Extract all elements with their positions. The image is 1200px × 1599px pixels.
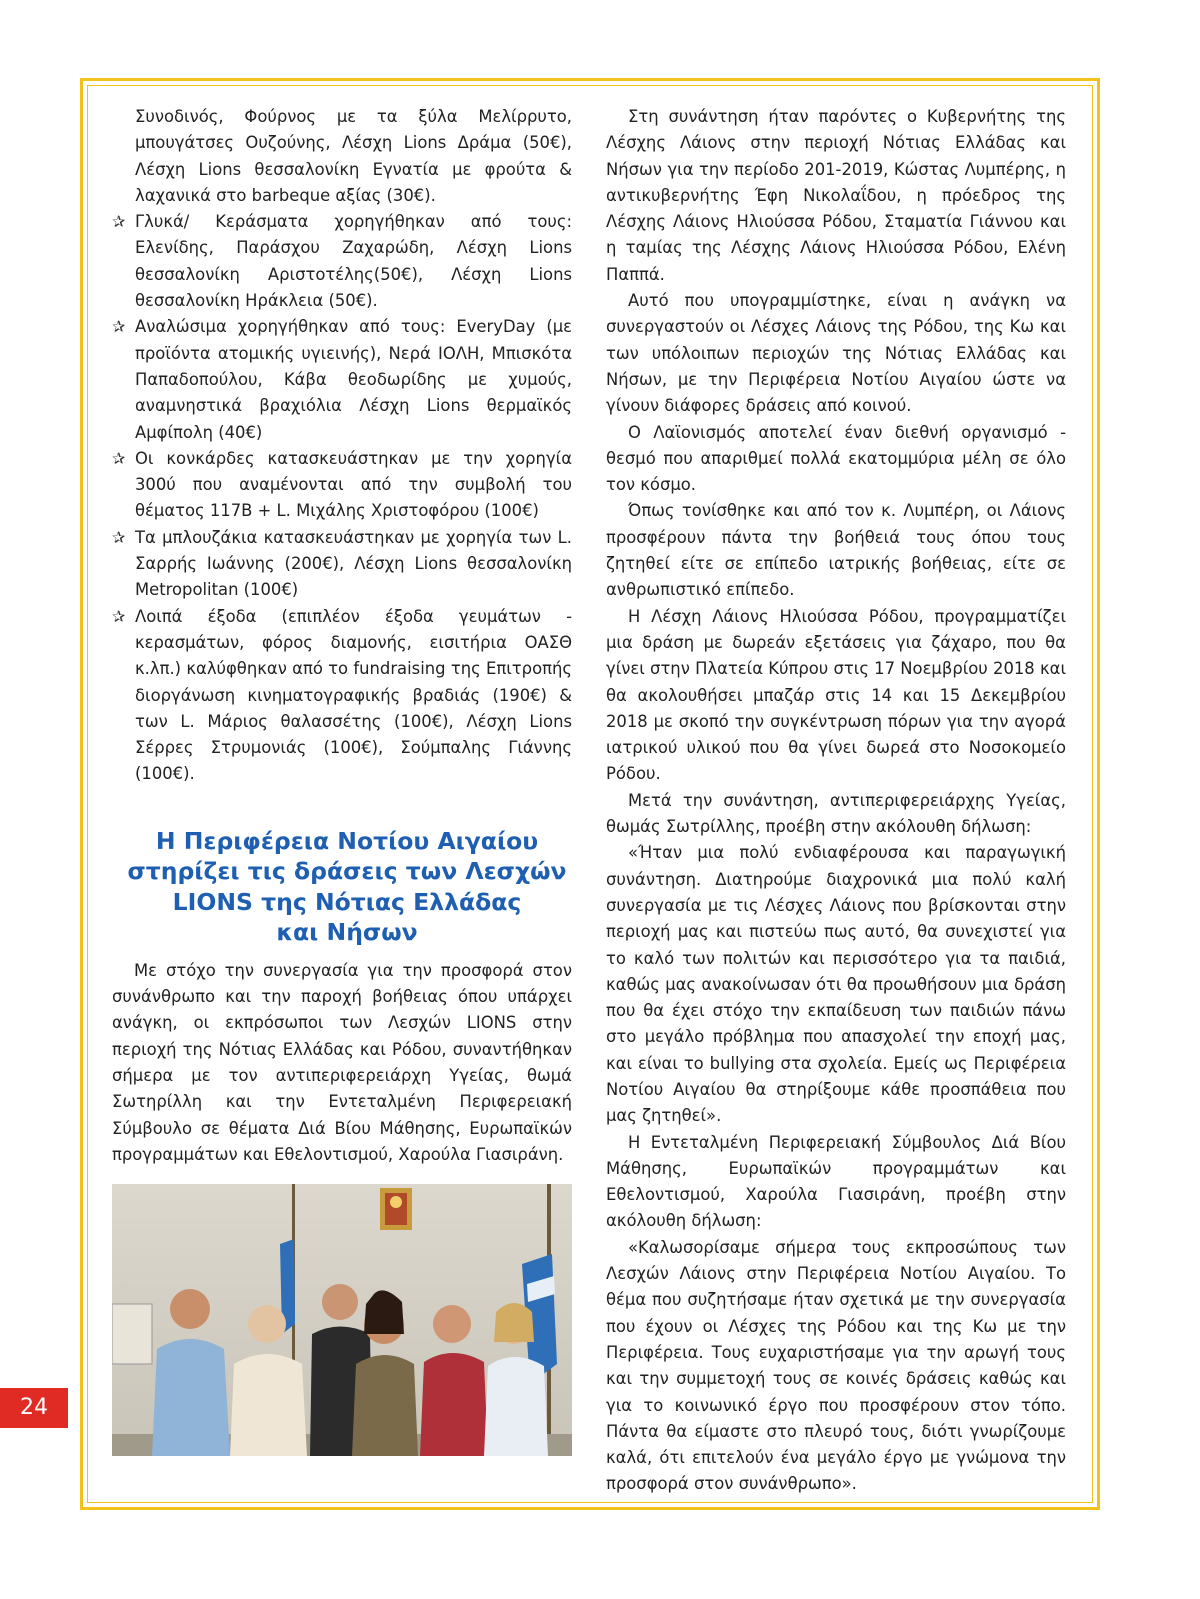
heading-line: στηρίζει τις δράσεις των Λεσχών <box>127 857 567 886</box>
star-outline-icon: ✰ <box>112 317 126 337</box>
paragraph: Η Εντεταλμένη Περιφερειακή Σύμβουλος Διά Βίου Μάθησης, Ευρωπαϊκών προγραμμάτων και Εθελοντισμού, Χαρούλα Γιασιράνη, προέβη στην ακόλουθη δήλωση: <box>606 1132 1066 1231</box>
list-item <box>112 525 572 604</box>
list-item-text: Τα μπλουζάκια κατασκευάστηκαν με χορηγία των L. Σαρρής Ιωάννης (200€), Λέσχη Lions θεσσαλονίκη Metropolitan (100€) <box>135 527 572 600</box>
paragraph: Μετά την συνάντηση, αντιπεριφερειάρχης Υγείας, θωμάς Σωτρίλλης, προέβη στην ακόλουθη δήλωση: <box>606 790 1066 837</box>
quote-paragraph: «Καλωσορίσαμε σήμερα τους εκπροσώπους των Λεσχών Λάιονς στην Περιφέρεια Νοτίου Αιγαίου. Το θέμα που συζητήσαμε ήταν σχετικά με την συνεργασία που έχουν οι Λέσχες της Ρόδου και της Κω με την Περιφέρεια. Τους ευχαριστήσαμε για την αρωγή τους και την συμμετοχή τους σε κοινές δράσεις καθώς και για το κοινωνικό έργο που προσφέρουν στον τόπο. Πάντα θα είμαστε στο πλευρό τους, διότι γνωρίζουμε καλά, ότι επιτελούν ένα μεγάλο έργο με γνώμονα την προσφορά στον συνάνθρωπο». <box>606 1237 1066 1494</box>
paragraph: Ο Λαϊονισμός αποτελεί έναν διεθνή οργανισμό - θεσμό που απαριθμεί πολλά εκατομμύρια μέλη σε όλο τον κόσμο. <box>606 422 1066 495</box>
heading-line: και Νήσων <box>276 918 418 947</box>
star-outline-icon: ✰ <box>112 212 126 232</box>
list-item-text: Γλυκά/ Κεράσματα χορηγήθηκαν από τους: Ελενίδης, Παράσχου Ζαχαρώδη, Λέσχη Lions θεσσαλονίκη Αριστοτέλης(50€), Λέσχη Lions θεσσαλονίκη Ηράκλεια (50€). <box>135 212 572 311</box>
quote-paragraph: «Ήταν μια πολύ ενδιαφέρουσα και παραγωγική συνάντηση. Διατηρούμε διαχρονικά μια πολύ καλή συνεργασία με τις Λέσχες Λάιονς που βρίσκονται στην περιοχή μας και πιστεύω πως αυτό, θα συνεχιστεί για το καλό των πολιτών και περισσότερο για τα παιδιά, καθώς μας ανακοίνωσαν ότι θα προωθήσουν μια δράση που θα έχει στόχο την εκπαίδευση των παιδιών πάνω στο μεγάλο πρόβλημα που απασχολεί την εποχή μας, και είναι το bullying στα σχολεία. Εμείς ως Περιφέρεια Νοτίου Αιγαίου θα στηρίξουμε κάθε προσπάθεια που μας ζητηθεί». <box>606 843 1066 1126</box>
paragraph: Η Λέσχη Λάιονς Ηλιούσσα Ρόδου, προγραμματίζει μια δράση με δωρεάν εξετάσεις για ζάχαρο, που θα γίνει στην Πλατεία Κύπρου στις 17 Νοεμβρίου 2018 και θα ακολουθήσει μπαζάρ στις 14 και 15 Δεκεμβρίου 2018 με σκοπό την συγκέντρωση πόρων για την αγορά ιατρικού υλικού που θα γίνει δωρεά στο Νοσοκομείο Ρόδου. <box>606 606 1066 784</box>
heading-line: LIONS της Νότιας Ελλάδας <box>172 887 522 916</box>
list-item-text: Οι κονκάρδες κατασκευάστηκαν με την χορηγία 300ύ που αναμένονται από την συμβολή του θέματος 117Β + L. Μιχάλης Χριστοφόρου (100€) <box>135 448 572 521</box>
paragraph: Αυτό που υπογραμμίστηκε, είναι η ανάγκη να συνεργαστούν οι Λέσχες Λάιονς της Ρόδου, της Κω και των υπόλοιπων περιοχών της Νότιας Ελλάδας και Νήσων, με την Περιφέρεια Νοτίου Αιγαίου ώστε να γίνουν διάφορες δράσεις από κοινού. <box>606 291 1066 416</box>
list-item <box>112 446 572 525</box>
list-item-text: Αναλώσιμα χορηγήθηκαν από τους: EveryDay (με προϊόντα ατομικής υγιεινής), Νερά ΙΟΛΗ, Μπισκότα Παπαδοπούλου, Κάβα θεοδωρίδης με χυμούς, αναμνηστικά βραχιόλια Λέσχη Lions θερμαϊκός Αμφίπολη (40€) <box>135 317 572 442</box>
star-outline-icon: ✰ <box>112 527 126 547</box>
list-item <box>112 209 572 314</box>
article-paragraph: Με στόχο την συνεργασία για την προσφορά στον συνάνθρωπο και την παροχή βοήθειας όπου υπάρχει ανάγκη, οι εκπρόσωποι των Λεσχών LIONS στην περιοχή της Νότιας Ελλάδας και Ρόδου, συναντήθηκαν σήμερα με τον αντιπεριφερειάρχη Υγείας, θωμά Σωτηρίλλη και την Εντεταλμένη Περιφερειακή Σύμβουλο σε θέματα Διά Βίου Μάθησης, Ευρωπαϊκών προγραμμάτων και Εθελοντισμού, Χαρούλα Γιασιράνη. <box>112 960 572 1164</box>
list-item-text: Λοιπά έξοδα (επιπλέον έξοδα γευμάτων - κερασμάτων, φόρος διαμονής, εισιτήρια ΟΑΣΘ κ.λπ.) καλύφθηκαν από το fundraising της Επιτροπής διοργάνωση κινηματογραφικής βραδιάς (190€) & των L. Μάριος θαλασσέτης (100€), Λέσχη Lions Σέρρες Στρυμονιάς (100€), Σούμπαλης Γιάννης (100€). <box>135 606 572 784</box>
star-outline-icon: ✰ <box>112 606 126 626</box>
star-outline-icon: ✰ <box>112 448 126 468</box>
paragraph: Όπως τονίσθηκε και από τον κ. Λυμπέρη, οι Λάιονς προσφέρουν πάντα την βοήθειά τους όπου τους ζητηθεί είτε σε επίπεδο ιατρικής βοήθειας, είτε σε ανθρωπιστικό επίπεδο. <box>606 501 1066 600</box>
group-photo <box>112 1184 572 1456</box>
list-item <box>112 314 572 445</box>
heading-line: Η Περιφέρεια Νοτίου Αιγαίου <box>155 826 539 855</box>
page-number: 24 <box>0 1388 68 1428</box>
right-column <box>606 104 1066 1498</box>
left-column <box>112 104 572 1456</box>
intro-paragraph: Συνοδινός, Φούρνος με τα ξύλα Μελίρρυτο, μπουγάτσες Ουζούνης, Λέσχη Lions Δράμα (50€), Λέσχη Lions θεσσαλονίκη Εγνατία με φρούτα & λαχανικά στο barbeque αξίας (30€). <box>135 107 572 205</box>
article-heading <box>112 826 572 948</box>
list-item <box>112 604 572 788</box>
paragraph: Στη συνάντηση ήταν παρόντες ο Κυβερνήτης της Λέσχης Λάιονς στην περιοχή Νότιας Ελλάδας και Νήσων για την περίοδο 201-2019, Κώστας Λυμπέρης, η αντικυβερνήτης Έφη Νικολαΐδου, η πρόεδρος της Λέσχης Λάιονς Ηλιούσσα Ρόδου, Σταματία Γιάννου και η ταμίας της Λέσχης Λάιονς Ηλιούσσα Ρόδου, Ελένη Παππά. <box>606 107 1066 284</box>
